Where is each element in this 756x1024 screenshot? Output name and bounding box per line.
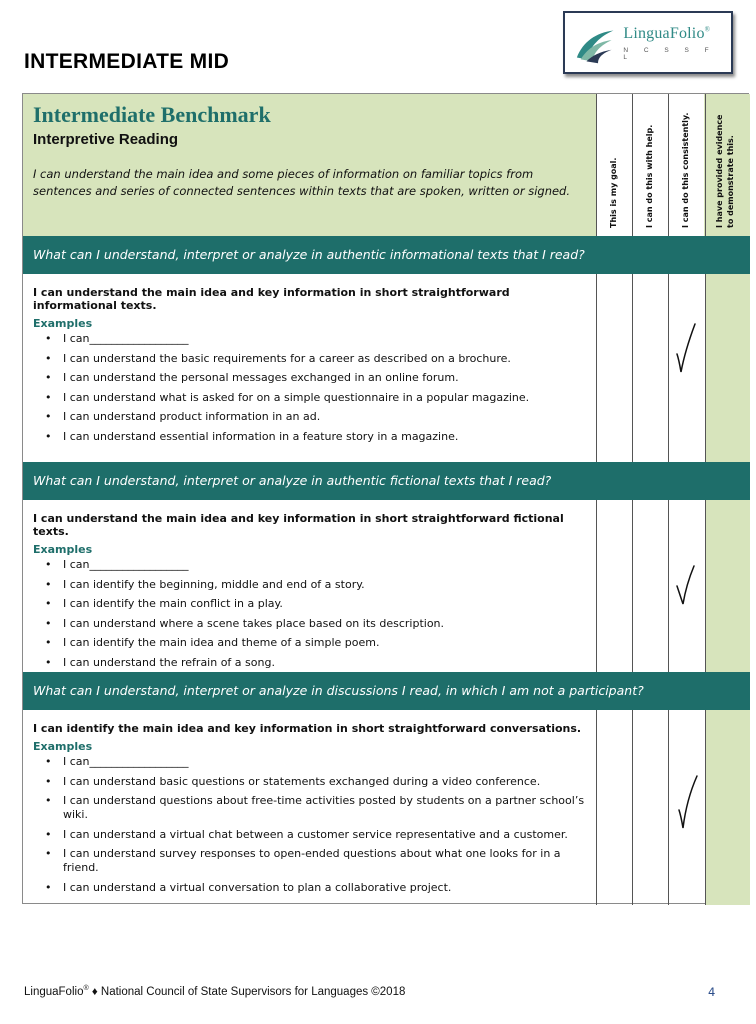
section-2	[23, 500, 750, 672]
page-number: 4	[708, 985, 716, 999]
column-divider	[632, 500, 633, 672]
list-item: • I can__________________	[33, 332, 593, 346]
examples-list-3	[33, 755, 593, 895]
list-item: • I can understand what is asked for on a simple questionnaire in a popular magazine.	[33, 391, 593, 405]
section-3	[23, 710, 750, 905]
section-question-3: What can I understand, interpret or analyze in discussions I read, in which I am not a participant?	[23, 672, 750, 710]
benchmark-table	[22, 93, 749, 904]
list-item: • I can understand survey responses to open-ended questions about what one looks for in a friend.	[33, 847, 593, 875]
column-divider	[705, 710, 706, 905]
column-divider	[596, 710, 597, 905]
linguafolio-logo	[563, 11, 733, 74]
column-header-goal	[596, 94, 632, 236]
column-divider	[596, 500, 597, 672]
section-question-2: What can I understand, interpret or analyze in authentic fictional texts that I read?	[23, 462, 750, 500]
checkmark-icon[interactable]	[675, 564, 697, 606]
column-divider	[705, 500, 706, 672]
checkmark-icon[interactable]	[677, 774, 699, 830]
column-label-with-help: I can do this with help.	[645, 124, 654, 228]
column-divider	[705, 274, 706, 462]
column-label-evidence-1: I have provided evidence	[715, 114, 724, 228]
can-do-statement-3: I can identify the main idea and key information in short straightforward conversations.	[33, 722, 582, 735]
list-item: • I can understand essential information in a feature story in a magazine.	[33, 430, 593, 444]
list-item: • I can identify the main conflict in a play.	[33, 597, 593, 611]
examples-list-2	[33, 558, 593, 670]
benchmark-description: I can understand the main idea and some pieces of information on familiar topics from sentences and series of connected sentences within texts that are spoken, written or signed.	[33, 167, 571, 198]
list-item: • I can understand the refrain of a song.	[33, 656, 593, 670]
column-divider	[668, 274, 669, 462]
column-divider	[632, 274, 633, 462]
can-do-statement-2: I can understand the main idea and key information in short straightforward fictional texts.	[33, 512, 564, 538]
logo-subtitle: N C S S F L	[623, 46, 716, 61]
column-divider	[668, 500, 669, 672]
list-item: • I can identify the beginning, middle and end of a story.	[33, 578, 593, 592]
column-label-evidence-2: to demonstrate this.	[726, 135, 735, 228]
examples-label-1: Examples	[33, 317, 93, 330]
benchmark-header	[23, 94, 750, 236]
list-item: • I can understand questions about free-time activities posted by students on a partner school’s wiki.	[33, 794, 593, 822]
list-item: • I can__________________	[33, 755, 593, 769]
column-divider	[668, 710, 669, 905]
list-item: • I can understand the basic requirements for a career as described on a brochure.	[33, 352, 593, 366]
page-title: INTERMEDIATE MID	[24, 50, 230, 73]
column-divider	[632, 710, 633, 905]
column-header-consistently	[668, 94, 704, 236]
list-item: • I can understand where a scene takes place based on its description.	[33, 617, 593, 631]
column-label-goal: This is my goal.	[609, 157, 618, 228]
list-item: • I can understand a virtual chat between a customer service representative and a customer.	[33, 828, 593, 842]
list-item: • I can identify the main idea and theme of a simple poem.	[33, 636, 593, 650]
column-header-evidence	[705, 94, 750, 236]
benchmark-title: Intermediate Benchmark	[33, 102, 271, 127]
list-item: • I can__________________	[33, 558, 593, 572]
can-do-statement-1: I can understand the main idea and key information in short straightforward informational texts.	[33, 286, 510, 312]
footer-text: LinguaFolio® ♦ National Council of State Supervisors for Languages ©2018	[24, 985, 406, 998]
section-question-1: What can I understand, interpret or analyze in authentic informational texts that I read?	[23, 236, 750, 274]
examples-label-2: Examples	[33, 543, 93, 556]
list-item: • I can understand a virtual conversation to plan a collaborative project.	[33, 881, 593, 895]
checkmark-icon[interactable]	[675, 322, 697, 376]
examples-list-1	[33, 332, 593, 444]
section-1	[23, 274, 750, 462]
list-item: • I can understand product information in an ad.	[33, 410, 593, 424]
column-divider	[596, 274, 597, 462]
examples-label-3: Examples	[33, 740, 93, 753]
column-header-with-help	[632, 94, 668, 236]
benchmark-subtitle: Interpretive Reading	[33, 131, 179, 148]
column-label-consistently: I can do this consistently.	[681, 112, 690, 228]
leaf-logo-icon	[573, 20, 617, 66]
logo-name: LinguaFolio®	[623, 24, 711, 42]
list-item: • I can understand basic questions or statements exchanged during a video conference.	[33, 775, 593, 789]
list-item: • I can understand the personal messages exchanged in an online forum.	[33, 371, 593, 385]
